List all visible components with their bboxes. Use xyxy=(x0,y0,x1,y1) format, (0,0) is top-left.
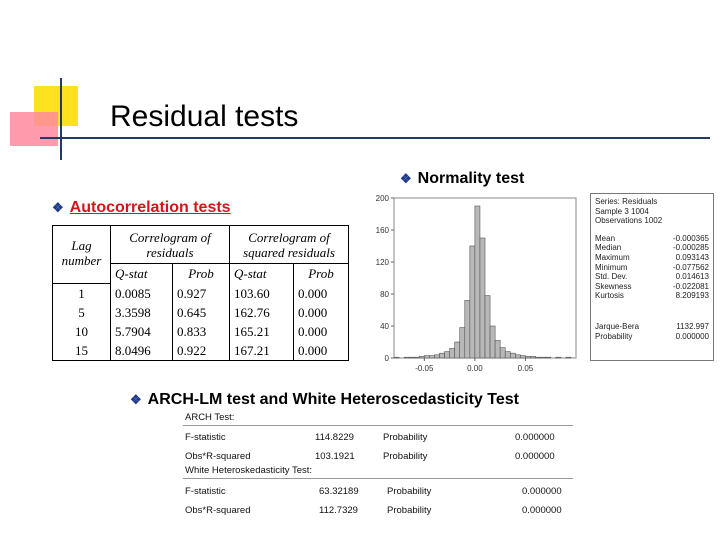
histogram-bar xyxy=(434,355,439,358)
stats-row: Median -0.000285 xyxy=(595,243,709,253)
table-rule xyxy=(183,478,573,479)
table-row xyxy=(53,322,349,341)
table-row: Obs*R-squared 103.1921 Probability 0.000000 xyxy=(185,451,555,462)
histogram-bar xyxy=(566,357,571,358)
prob-header: Prob xyxy=(173,264,230,284)
table-row: F-statistic 63.32189 Probability 0.000000 xyxy=(185,486,562,497)
histogram-bar xyxy=(409,357,414,358)
bullet-label: Autocorrelation tests xyxy=(69,199,231,216)
lag-cell: 1 xyxy=(53,284,111,304)
histogram-bar xyxy=(515,355,520,358)
x-tick-label: 0.00 xyxy=(467,364,483,373)
table-row: Obs*R-squared 112.7329 Probability 0.000000 xyxy=(185,505,562,516)
histogram-bar xyxy=(490,326,495,358)
slide-title: Residual tests xyxy=(110,100,299,133)
histogram-bar xyxy=(546,357,551,358)
stats-row: Skewness -0.022081 xyxy=(595,281,709,291)
lag-number-header: Lag number xyxy=(53,226,111,284)
lag-cell: 10 xyxy=(53,322,111,341)
histogram-bar xyxy=(440,353,445,358)
histogram-bar xyxy=(424,356,429,358)
histogram-bar xyxy=(556,357,561,358)
y-tick-label: 0 xyxy=(384,354,389,363)
histogram-bar xyxy=(419,356,424,358)
stats-row: Std. Dev. 0.014613 xyxy=(595,272,709,282)
stats-row: Mean -0.000365 xyxy=(595,233,709,243)
prob-squared-cell: 0.000 xyxy=(294,341,349,361)
histogram-bar xyxy=(404,357,409,358)
prob-squared-cell: 0.000 xyxy=(294,322,349,341)
bullet-arch-white-tests xyxy=(130,391,519,409)
q-stat-squared-cell: 103.60 xyxy=(230,284,294,304)
table-row: F-statistic 114.8229 Probability 0.000000 xyxy=(185,432,555,443)
stats-row: Kurtosis 8.209193 xyxy=(595,291,709,301)
q-stat-squared-cell: 165.21 xyxy=(230,322,294,341)
bullet-normality-test xyxy=(400,170,524,188)
y-tick-label: 120 xyxy=(375,258,389,267)
histogram-bar xyxy=(429,356,434,358)
stats-row: Jarque-Bera 1132.997 xyxy=(595,321,709,331)
histogram-bar xyxy=(520,356,525,358)
lag-cell: 15 xyxy=(53,341,111,361)
prob-header: Prob xyxy=(294,264,349,284)
residual-statistics-box xyxy=(590,193,714,361)
title-decoration-vertical-line xyxy=(60,78,62,160)
stats-row: Probability 0.000000 xyxy=(595,331,709,341)
histogram-bar xyxy=(510,353,515,358)
table-row xyxy=(53,284,349,304)
diamond-bullet-icon: ❖ xyxy=(400,171,412,186)
prob-cell: 0.833 xyxy=(173,322,230,341)
q-stat-squared-cell: 162.76 xyxy=(230,303,294,322)
y-tick-label: 160 xyxy=(375,226,389,235)
prob-squared-cell: 0.000 xyxy=(294,303,349,322)
residuals-histogram xyxy=(368,192,584,382)
prob-cell: 0.927 xyxy=(173,284,230,304)
diamond-bullet-icon: ❖ xyxy=(52,200,64,215)
q-stat-header: Q-stat xyxy=(111,264,173,284)
histogram-bar xyxy=(455,342,460,358)
histogram-bar xyxy=(505,352,510,358)
title-underline xyxy=(40,137,710,139)
histogram-bar xyxy=(536,357,541,358)
arch-test-caption: ARCH Test: xyxy=(185,412,235,423)
histogram-bar xyxy=(414,357,419,358)
white-test-caption: White Heteroskedasticity Test: xyxy=(185,465,313,476)
residuals-correlogram-header: Correlogram of residuals xyxy=(111,226,230,264)
table-rule xyxy=(183,425,573,426)
diamond-bullet-icon: ❖ xyxy=(130,392,142,407)
stats-sample: Sample 3 1004 xyxy=(595,206,649,216)
histogram-bar xyxy=(525,356,530,358)
prob-squared-cell: 0.000 xyxy=(294,284,349,304)
q-stat-cell: 8.0496 xyxy=(111,341,173,361)
lag-cell: 5 xyxy=(53,303,111,322)
title-decoration-accent xyxy=(10,112,58,146)
bullet-label: ARCH-LM test and White Heteroscedasticity Test xyxy=(147,391,519,408)
histogram-bar xyxy=(394,357,399,358)
histogram-bar xyxy=(500,348,505,358)
bullet-autocorrelation-tests xyxy=(52,199,231,217)
y-tick-label: 200 xyxy=(375,194,389,203)
histogram-bar xyxy=(541,357,546,358)
histogram-bar xyxy=(485,296,490,358)
q-stat-squared-cell: 167.21 xyxy=(230,341,294,361)
x-tick-label: 0.05 xyxy=(517,364,534,373)
histogram-bar xyxy=(445,352,450,358)
stats-observations: Observations 1002 xyxy=(595,216,663,226)
y-tick-label: 80 xyxy=(380,290,389,299)
prob-cell: 0.645 xyxy=(173,303,230,322)
prob-cell: 0.922 xyxy=(173,341,230,361)
histogram-bar xyxy=(480,238,485,358)
q-stat-cell: 0.0085 xyxy=(111,284,173,304)
histogram-bar xyxy=(531,356,536,358)
histogram-bar xyxy=(495,340,500,358)
table-row xyxy=(53,341,349,361)
histogram-bar xyxy=(470,246,475,358)
q-stat-header: Q-stat xyxy=(230,264,294,284)
q-stat-cell: 5.7904 xyxy=(111,322,173,341)
x-tick-label: -0.05 xyxy=(415,364,434,373)
histogram-bar xyxy=(465,300,470,358)
bullet-label: Normality test xyxy=(417,170,525,187)
squared-residuals-correlogram-header: Correlogram of squared residuals xyxy=(230,226,349,264)
histogram-bar xyxy=(460,328,465,358)
histogram-bar xyxy=(475,206,480,358)
table-row xyxy=(53,303,349,322)
y-tick-label: 40 xyxy=(380,322,389,331)
histogram-chart xyxy=(368,192,584,382)
q-stat-cell: 3.3598 xyxy=(111,303,173,322)
correlogram-table xyxy=(52,225,349,361)
histogram-bar xyxy=(450,348,455,358)
stats-series: Series: Residuals xyxy=(595,197,658,206)
stats-row: Minimum -0.077562 xyxy=(595,262,709,272)
stats-row: Maximum 0.093143 xyxy=(595,252,709,262)
